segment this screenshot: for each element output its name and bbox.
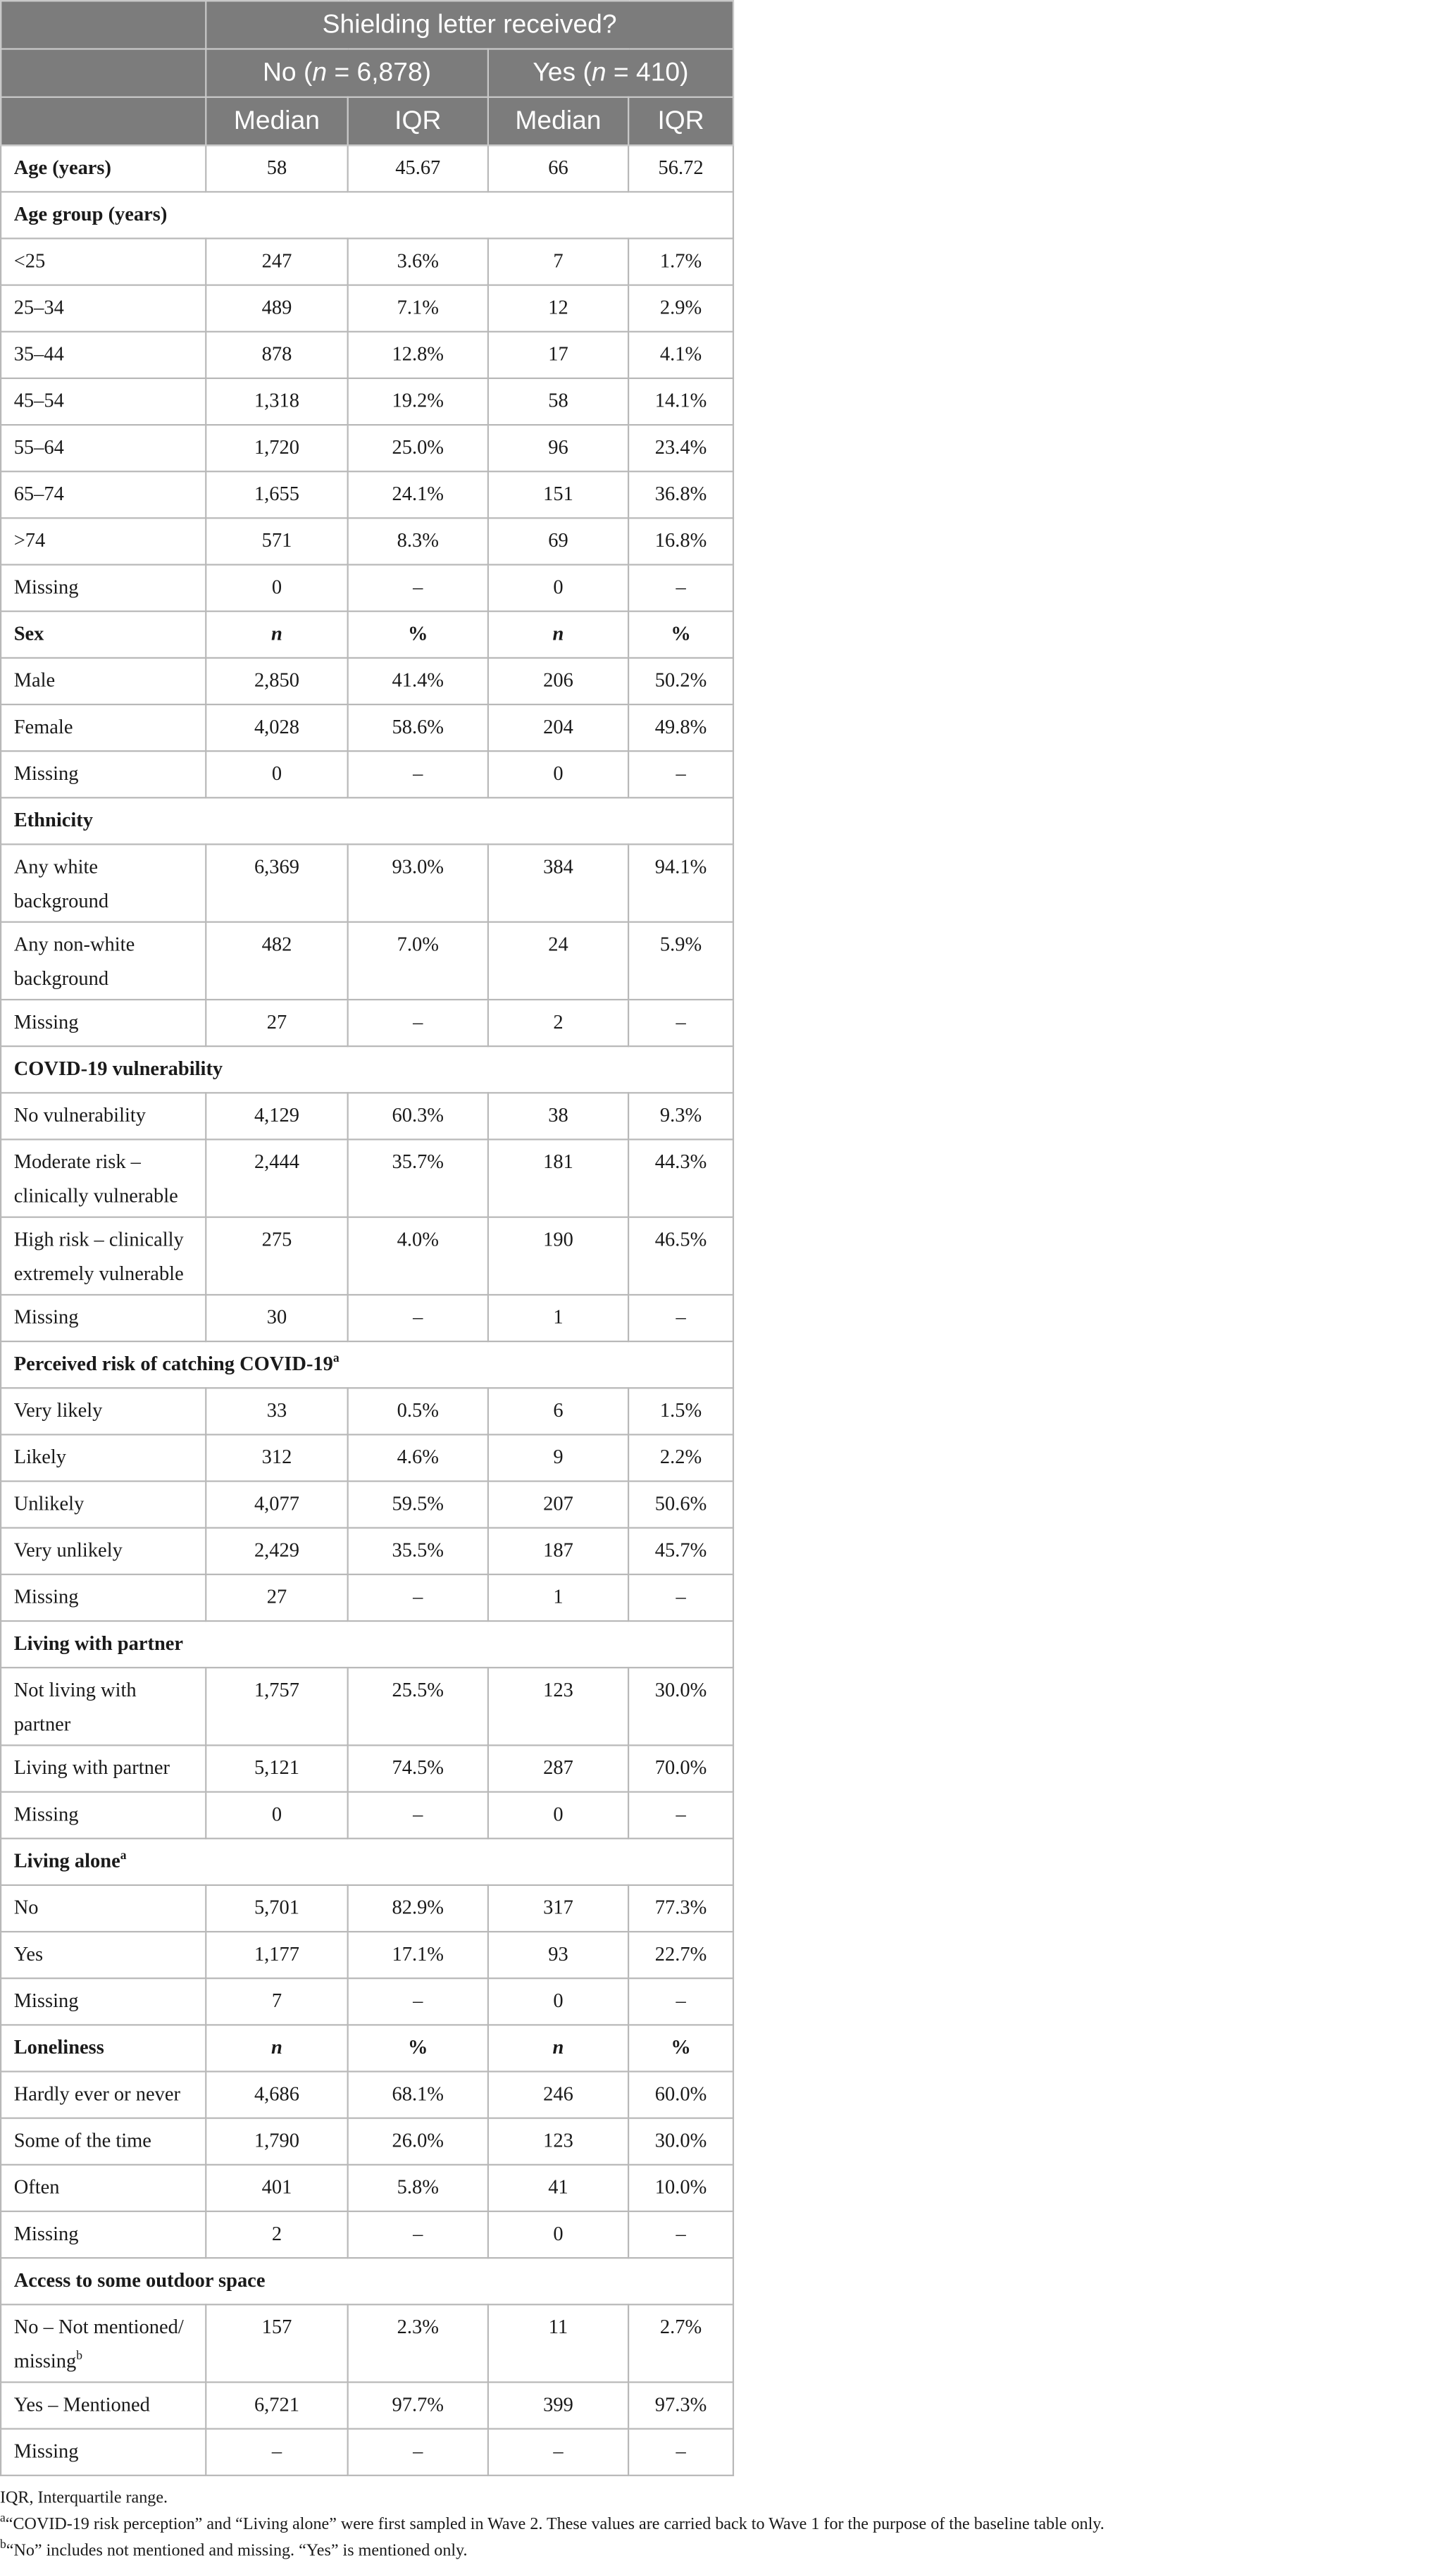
cell-value: 74.5% bbox=[348, 1745, 488, 1791]
table-row bbox=[1, 238, 733, 285]
table-row bbox=[1, 704, 733, 751]
cell-value: 9.3% bbox=[628, 1093, 733, 1139]
table-row bbox=[1, 565, 733, 611]
cell-value: 246 bbox=[488, 2072, 628, 2118]
row-label: Yes bbox=[1, 1932, 206, 1978]
row-label: Loneliness bbox=[1, 2025, 206, 2071]
cell-value: 59.5% bbox=[348, 1482, 488, 1528]
cell-value: 4.1% bbox=[628, 332, 733, 378]
cell-value: – bbox=[628, 1978, 733, 2025]
table-row bbox=[1, 285, 733, 332]
row-label: Some of the time bbox=[1, 2118, 206, 2165]
subhead-row bbox=[1, 2025, 733, 2071]
row-label: Missing bbox=[1, 1295, 206, 1341]
cell-value: 1,720 bbox=[206, 425, 347, 471]
cell-value: 0 bbox=[206, 751, 347, 797]
row-label: Missing bbox=[1, 1000, 206, 1046]
cell-value: 12 bbox=[488, 285, 628, 332]
cell-value: 2 bbox=[488, 1000, 628, 1046]
cell-value: 401 bbox=[206, 2165, 347, 2211]
section-row bbox=[1, 192, 733, 238]
cell-value: 123 bbox=[488, 1667, 628, 1745]
cell-value: 69 bbox=[488, 518, 628, 564]
cell-value: 0 bbox=[488, 565, 628, 611]
table-row bbox=[1, 1528, 733, 1575]
cell-value: 482 bbox=[206, 922, 347, 1000]
table-row bbox=[1, 2304, 733, 2382]
cell-value: 35.5% bbox=[348, 1528, 488, 1575]
cell-value: 2.2% bbox=[628, 1434, 733, 1481]
cell-value: – bbox=[348, 1792, 488, 1839]
cell-value: 27 bbox=[206, 1000, 347, 1046]
section-row bbox=[1, 1046, 733, 1093]
cell-value: – bbox=[348, 1295, 488, 1341]
table-row bbox=[1, 1792, 733, 1839]
table-row bbox=[1, 1482, 733, 1528]
cell-value: n bbox=[206, 611, 347, 658]
row-label: Missing bbox=[1, 2429, 206, 2476]
cell-value: 206 bbox=[488, 658, 628, 704]
row-label: Male bbox=[1, 658, 206, 704]
cell-value: – bbox=[628, 2429, 733, 2476]
table-row bbox=[1, 844, 733, 921]
cell-value: 878 bbox=[206, 332, 347, 378]
table-row bbox=[1, 1388, 733, 1434]
row-label: Very likely bbox=[1, 1388, 206, 1434]
cell-value: 1.5% bbox=[628, 1388, 733, 1434]
table-row bbox=[1, 2165, 733, 2211]
cell-value: 17.1% bbox=[348, 1932, 488, 1978]
cell-value: 0 bbox=[206, 565, 347, 611]
table-row bbox=[1, 658, 733, 704]
cell-value: – bbox=[348, 1978, 488, 2025]
cell-value: % bbox=[628, 2025, 733, 2071]
cell-value: 312 bbox=[206, 1434, 347, 1481]
cell-value: 2 bbox=[206, 2211, 347, 2258]
section-row bbox=[1, 1621, 733, 1667]
cell-value: 287 bbox=[488, 1745, 628, 1791]
header-corner-3 bbox=[1, 97, 206, 145]
table-row bbox=[1, 425, 733, 471]
table-row bbox=[1, 1093, 733, 1139]
cell-value: 317 bbox=[488, 1885, 628, 1932]
cell-value: % bbox=[628, 611, 733, 658]
cell-value: 1,757 bbox=[206, 1667, 347, 1745]
row-label: Perceived risk of catching COVID-19$^a$ bbox=[1, 1341, 733, 1388]
row-label: 45–54 bbox=[1, 378, 206, 425]
table-row bbox=[1, 471, 733, 518]
header-row-columns bbox=[1, 97, 733, 145]
cell-value: – bbox=[348, 1575, 488, 1621]
cell-value: 0.5% bbox=[348, 1388, 488, 1434]
row-label: Missing bbox=[1, 1978, 206, 2025]
cell-value: 44.3% bbox=[628, 1139, 733, 1217]
cell-value: 24 bbox=[488, 922, 628, 1000]
row-label: Yes – Mentioned bbox=[1, 2383, 206, 2429]
cell-value: 97.3% bbox=[628, 2383, 733, 2429]
section-row bbox=[1, 2258, 733, 2304]
section-row bbox=[1, 1839, 733, 1885]
header-median-no: Median bbox=[206, 97, 347, 145]
header-group-yes: Yes (n = 410) bbox=[488, 49, 733, 97]
row-label: Missing bbox=[1, 2211, 206, 2258]
cell-value: 0 bbox=[206, 1792, 347, 1839]
cell-value: n bbox=[488, 611, 628, 658]
row-label: Not living with partner bbox=[1, 1667, 206, 1745]
table-row bbox=[1, 2211, 733, 2258]
table-row bbox=[1, 1932, 733, 1978]
row-label: <25 bbox=[1, 238, 206, 285]
cell-value: 5.9% bbox=[628, 922, 733, 1000]
cell-value: 17 bbox=[488, 332, 628, 378]
header-row-title bbox=[1, 1, 733, 49]
table-row bbox=[1, 2383, 733, 2429]
cell-value: 2,850 bbox=[206, 658, 347, 704]
table-row bbox=[1, 2429, 733, 2476]
cell-value: 1,790 bbox=[206, 2118, 347, 2165]
table-row bbox=[1, 1139, 733, 1217]
table-row bbox=[1, 332, 733, 378]
cell-value: 94.1% bbox=[628, 844, 733, 921]
table-header bbox=[1, 1, 733, 145]
cell-value: 6,721 bbox=[206, 2383, 347, 2429]
cell-value: 5,121 bbox=[206, 1745, 347, 1791]
row-label: Moderate risk – clinically vulnerable bbox=[1, 1139, 206, 1217]
table-row bbox=[1, 751, 733, 797]
row-label: Unlikely bbox=[1, 1482, 206, 1528]
cell-value: 30.0% bbox=[628, 2118, 733, 2165]
cell-value: 16.8% bbox=[628, 518, 733, 564]
row-label: Missing bbox=[1, 1792, 206, 1839]
cell-value: 58.6% bbox=[348, 704, 488, 751]
table-row bbox=[1, 1434, 733, 1481]
footnote-b: $^b$“No” includes not mentioned and missing. “Yes” is mentioned only. bbox=[0, 2537, 468, 2561]
row-label: Age (years) bbox=[1, 145, 206, 192]
cell-value: 93 bbox=[488, 1932, 628, 1978]
cell-value: – bbox=[348, 751, 488, 797]
cell-value: – bbox=[628, 751, 733, 797]
table-row bbox=[1, 1000, 733, 1046]
header-row-groups bbox=[1, 49, 733, 97]
cell-value: 6,369 bbox=[206, 844, 347, 921]
cell-value: 11 bbox=[488, 2304, 628, 2382]
table-row bbox=[1, 378, 733, 425]
table-footnotes bbox=[0, 2485, 1388, 2564]
header-title: Shielding letter received? bbox=[206, 1, 733, 49]
cell-value: 45.67 bbox=[348, 145, 488, 192]
cell-value: 68.1% bbox=[348, 2072, 488, 2118]
cell-value: 4.0% bbox=[348, 1217, 488, 1295]
cell-value: 24.1% bbox=[348, 471, 488, 518]
cell-value: 3.6% bbox=[348, 238, 488, 285]
cell-value: 1,177 bbox=[206, 1932, 347, 1978]
cell-value: 22.7% bbox=[628, 1932, 733, 1978]
header-corner bbox=[1, 1, 206, 49]
row-label: No bbox=[1, 1885, 206, 1932]
cell-value: – bbox=[348, 2211, 488, 2258]
footnote-abbrev: IQR, Interquartile range. bbox=[0, 2488, 168, 2508]
cell-value: 4,686 bbox=[206, 2072, 347, 2118]
cell-value: 2,429 bbox=[206, 1528, 347, 1575]
table-row bbox=[1, 1575, 733, 1621]
cell-value: 58 bbox=[488, 378, 628, 425]
header-iqr-no: IQR bbox=[348, 97, 488, 145]
row-label: Hardly ever or never bbox=[1, 2072, 206, 2118]
cell-value: 46.5% bbox=[628, 1217, 733, 1295]
row-label: Living with partner bbox=[1, 1745, 206, 1791]
subhead-row bbox=[1, 611, 733, 658]
row-label: High risk – clinically extremely vulnerable bbox=[1, 1217, 206, 1295]
cell-value: 33 bbox=[206, 1388, 347, 1434]
row-label: No vulnerability bbox=[1, 1093, 206, 1139]
cell-value: 0 bbox=[488, 1792, 628, 1839]
cell-value: – bbox=[628, 1295, 733, 1341]
cell-value: 4.6% bbox=[348, 1434, 488, 1481]
row-label: Access to some outdoor space bbox=[1, 2258, 733, 2304]
cell-value: 10.0% bbox=[628, 2165, 733, 2211]
cell-value: 1.7% bbox=[628, 238, 733, 285]
cell-value: 66 bbox=[488, 145, 628, 192]
row-label: Very unlikely bbox=[1, 1528, 206, 1575]
cell-value: 70.0% bbox=[628, 1745, 733, 1791]
cell-value: 1 bbox=[488, 1575, 628, 1621]
table-row bbox=[1, 1885, 733, 1932]
row-label: Any white background bbox=[1, 844, 206, 921]
footnote-a: $^a$“COVID-19 risk perception” and “Living alone” were first sampled in Wave 2. These values are carried back to Wave 1 for the purpose of the baseline table only. bbox=[0, 2511, 1105, 2534]
cell-value: 60.3% bbox=[348, 1093, 488, 1139]
cell-value: – bbox=[488, 2429, 628, 2476]
cell-value: – bbox=[628, 1000, 733, 1046]
cell-value: 190 bbox=[488, 1217, 628, 1295]
row-label: 35–44 bbox=[1, 332, 206, 378]
baseline-table bbox=[0, 0, 734, 2476]
row-label: 65–74 bbox=[1, 471, 206, 518]
row-label: No – Not mentioned/ missing$^b$ bbox=[1, 2304, 206, 2382]
table-row bbox=[1, 922, 733, 1000]
row-label: Missing bbox=[1, 1575, 206, 1621]
header-group-no: No (n = 6,878) bbox=[206, 49, 488, 97]
row-label: Female bbox=[1, 704, 206, 751]
row-label: COVID-19 vulnerability bbox=[1, 1046, 733, 1093]
cell-value: 4,129 bbox=[206, 1093, 347, 1139]
cell-value: – bbox=[628, 2211, 733, 2258]
cell-value: 9 bbox=[488, 1434, 628, 1481]
cell-value: 82.9% bbox=[348, 1885, 488, 1932]
row-label: Missing bbox=[1, 751, 206, 797]
cell-value: 181 bbox=[488, 1139, 628, 1217]
cell-value: 45.7% bbox=[628, 1528, 733, 1575]
cell-value: 1 bbox=[488, 1295, 628, 1341]
cell-value: 275 bbox=[206, 1217, 347, 1295]
cell-value: 50.6% bbox=[628, 1482, 733, 1528]
cell-value: 14.1% bbox=[628, 378, 733, 425]
row-label: Likely bbox=[1, 1434, 206, 1481]
cell-value: 35.7% bbox=[348, 1139, 488, 1217]
table-body bbox=[1, 145, 733, 2476]
cell-value: 0 bbox=[488, 1978, 628, 2025]
table-row bbox=[1, 145, 733, 192]
cell-value: 49.8% bbox=[628, 704, 733, 751]
header-corner-2 bbox=[1, 49, 206, 97]
cell-value: 489 bbox=[206, 285, 347, 332]
row-label: Ethnicity bbox=[1, 797, 733, 844]
cell-value: 8.3% bbox=[348, 518, 488, 564]
cell-value: – bbox=[206, 2429, 347, 2476]
cell-value: 36.8% bbox=[628, 471, 733, 518]
cell-value: 7.1% bbox=[348, 285, 488, 332]
cell-value: 123 bbox=[488, 2118, 628, 2165]
cell-value: 77.3% bbox=[628, 1885, 733, 1932]
cell-value: 30 bbox=[206, 1295, 347, 1341]
cell-value: 25.5% bbox=[348, 1667, 488, 1745]
table-row bbox=[1, 1745, 733, 1791]
cell-value: 50.2% bbox=[628, 658, 733, 704]
cell-value: 5,701 bbox=[206, 1885, 347, 1932]
cell-value: – bbox=[628, 565, 733, 611]
cell-value: 5.8% bbox=[348, 2165, 488, 2211]
cell-value: 6 bbox=[488, 1388, 628, 1434]
row-label: Missing bbox=[1, 565, 206, 611]
row-label: Age group (years) bbox=[1, 192, 733, 238]
header-iqr-yes: IQR bbox=[628, 97, 733, 145]
cell-value: 41 bbox=[488, 2165, 628, 2211]
row-label: Any non-white background bbox=[1, 922, 206, 1000]
cell-value: 247 bbox=[206, 238, 347, 285]
cell-value: – bbox=[348, 2429, 488, 2476]
cell-value: 12.8% bbox=[348, 332, 488, 378]
cell-value: n bbox=[488, 2025, 628, 2071]
cell-value: – bbox=[628, 1575, 733, 1621]
cell-value: 1,318 bbox=[206, 378, 347, 425]
table-row bbox=[1, 1295, 733, 1341]
cell-value: 25.0% bbox=[348, 425, 488, 471]
row-label: >74 bbox=[1, 518, 206, 564]
cell-value: % bbox=[348, 611, 488, 658]
cell-value: – bbox=[348, 565, 488, 611]
cell-value: 571 bbox=[206, 518, 347, 564]
cell-value: 30.0% bbox=[628, 1667, 733, 1745]
cell-value: 41.4% bbox=[348, 658, 488, 704]
section-row bbox=[1, 797, 733, 844]
table-row bbox=[1, 518, 733, 564]
cell-value: 38 bbox=[488, 1093, 628, 1139]
cell-value: 4,028 bbox=[206, 704, 347, 751]
cell-value: 384 bbox=[488, 844, 628, 921]
cell-value: 1,655 bbox=[206, 471, 347, 518]
cell-value: 2.3% bbox=[348, 2304, 488, 2382]
cell-value: 27 bbox=[206, 1575, 347, 1621]
table-row bbox=[1, 2118, 733, 2165]
cell-value: 0 bbox=[488, 751, 628, 797]
cell-value: 26.0% bbox=[348, 2118, 488, 2165]
cell-value: 93.0% bbox=[348, 844, 488, 921]
cell-value: n bbox=[206, 2025, 347, 2071]
cell-value: 96 bbox=[488, 425, 628, 471]
cell-value: % bbox=[348, 2025, 488, 2071]
row-label: Often bbox=[1, 2165, 206, 2211]
table-row bbox=[1, 1667, 733, 1745]
cell-value: 97.7% bbox=[348, 2383, 488, 2429]
cell-value: 4,077 bbox=[206, 1482, 347, 1528]
cell-value: 58 bbox=[206, 145, 347, 192]
table-row bbox=[1, 1978, 733, 2025]
cell-value: 23.4% bbox=[628, 425, 733, 471]
cell-value: 151 bbox=[488, 471, 628, 518]
cell-value: 2.9% bbox=[628, 285, 733, 332]
header-median-yes: Median bbox=[488, 97, 628, 145]
cell-value: 2,444 bbox=[206, 1139, 347, 1217]
cell-value: 60.0% bbox=[628, 2072, 733, 2118]
row-label: Living with partner bbox=[1, 1621, 733, 1667]
cell-value: 19.2% bbox=[348, 378, 488, 425]
cell-value: 0 bbox=[488, 2211, 628, 2258]
cell-value: 187 bbox=[488, 1528, 628, 1575]
cell-value: 157 bbox=[206, 2304, 347, 2382]
cell-value: 207 bbox=[488, 1482, 628, 1528]
table-row bbox=[1, 1217, 733, 1295]
section-row bbox=[1, 1341, 733, 1388]
table-row bbox=[1, 2072, 733, 2118]
cell-value: – bbox=[348, 1000, 488, 1046]
row-label: 55–64 bbox=[1, 425, 206, 471]
row-label: Sex bbox=[1, 611, 206, 658]
cell-value: 7 bbox=[206, 1978, 347, 2025]
row-label: Living alone$^a$ bbox=[1, 1839, 733, 1885]
row-label: 25–34 bbox=[1, 285, 206, 332]
cell-value: 7.0% bbox=[348, 922, 488, 1000]
cell-value: – bbox=[628, 1792, 733, 1839]
cell-value: 7 bbox=[488, 238, 628, 285]
cell-value: 2.7% bbox=[628, 2304, 733, 2382]
cell-value: 204 bbox=[488, 704, 628, 751]
cell-value: 56.72 bbox=[628, 145, 733, 192]
cell-value: 399 bbox=[488, 2383, 628, 2429]
